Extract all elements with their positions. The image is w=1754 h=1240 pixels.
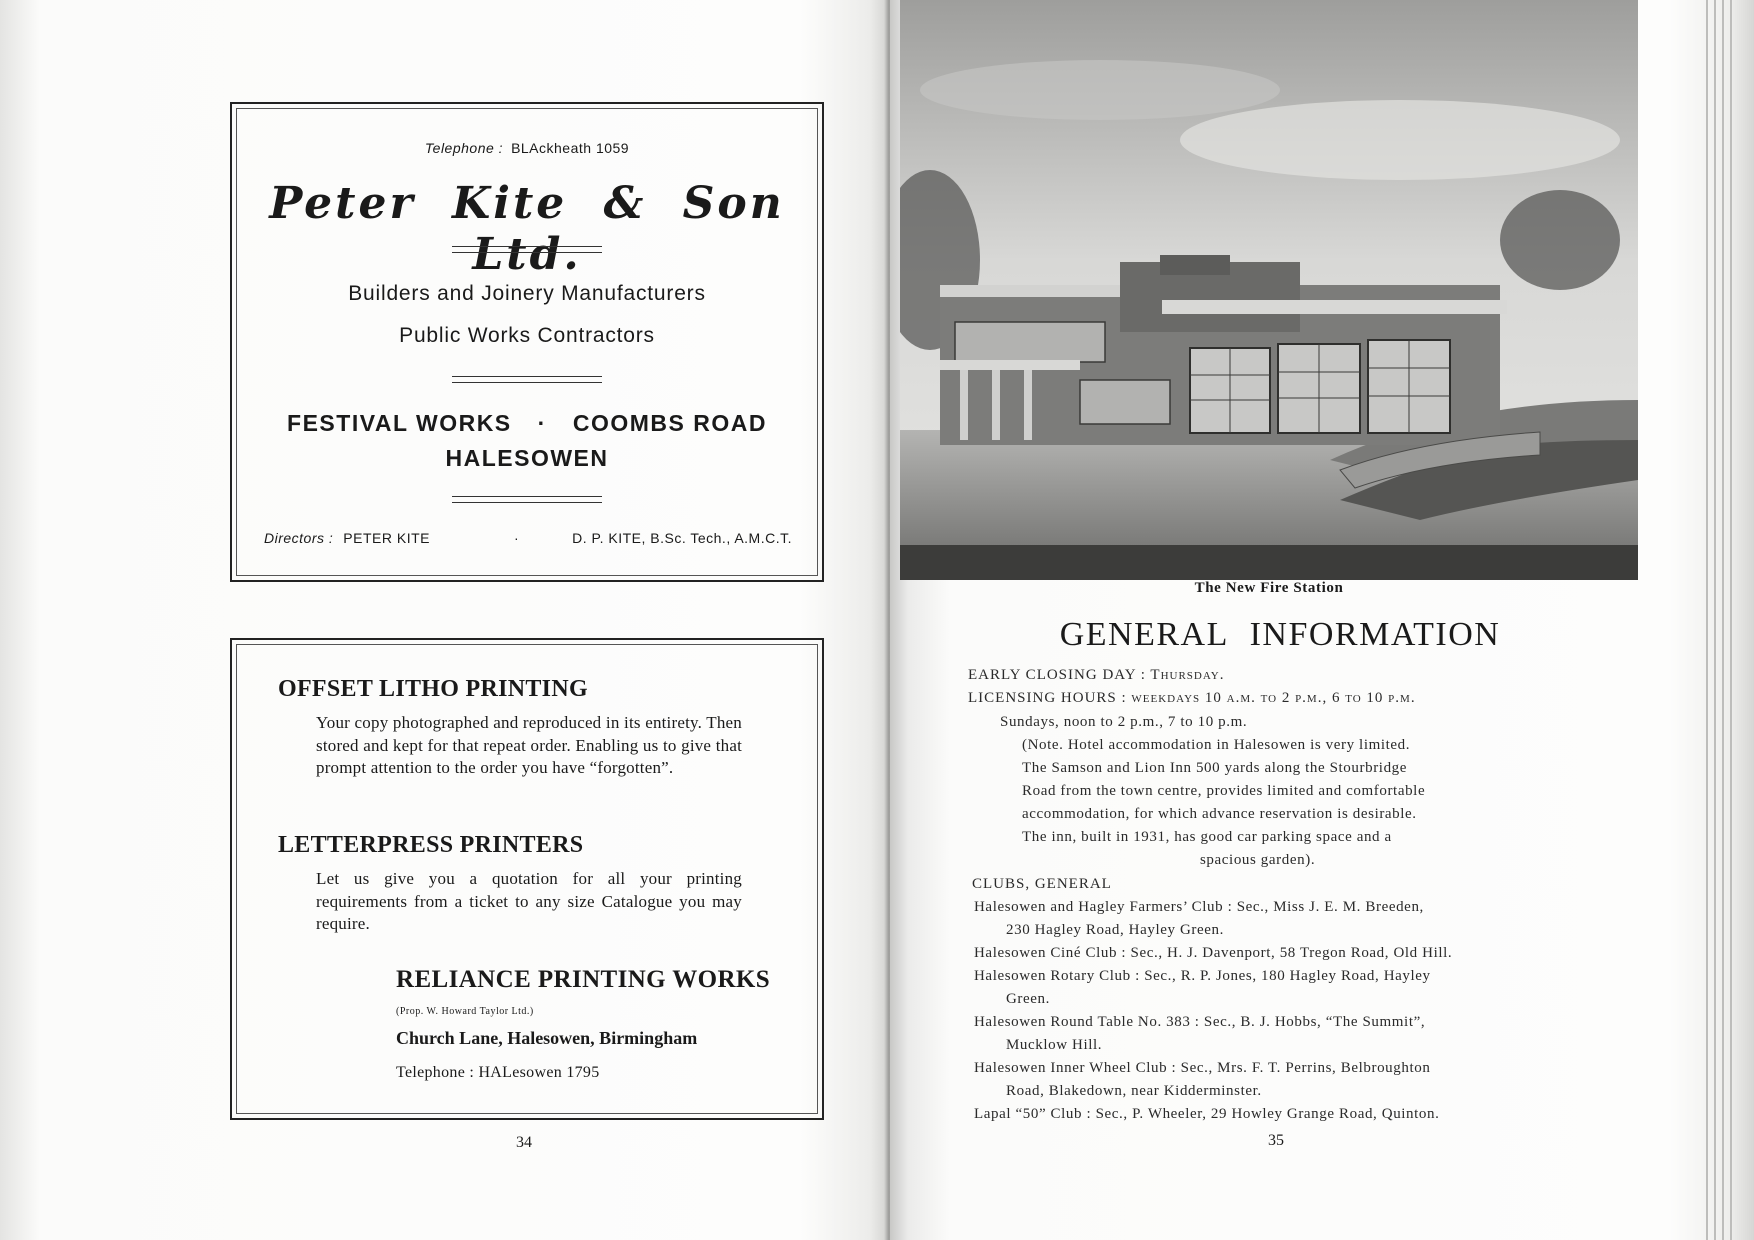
photo-caption: The New Fire Station — [1194, 580, 1344, 596]
kite-telephone — [232, 140, 822, 156]
info-line: LICENSING HOURS : weekdays 10 a.m. to 2 p.m., 6 to 10 p.m. — [968, 690, 1416, 706]
info-line: Halesowen and Hagley Farmers’ Club : Sec., Miss J. E. M. Breeden, — [974, 899, 1424, 915]
letterpress-body: Let us give you a quotation for all your printing requirements from a ticket to any size Catalogue you may require. — [316, 869, 742, 933]
info-line: Mucklow Hill. — [1006, 1037, 1103, 1053]
page-number-left: 34 — [516, 1134, 532, 1151]
fire-station-image — [900, 0, 1638, 580]
info-line: Halesowen Ciné Club : Sec., H. J. Davenport, 58 Tregon Road, Old Hill. — [974, 945, 1453, 961]
kite-directors-separator: · — [514, 530, 520, 546]
info-line: Halesowen Inner Wheel Club : Sec., Mrs. F. T. Perrins, Belbroughton — [974, 1060, 1431, 1076]
kite-directors — [264, 530, 792, 546]
kite-address — [232, 406, 822, 476]
general-information-title: GENERAL INFORMATION — [1059, 616, 1501, 653]
kite-address-town: HALESOWEN — [445, 445, 609, 471]
info-line: Road from the town centre, provides limited and comfortable — [1022, 783, 1426, 799]
reliance-proprietor: (Prop. W. Howard Taylor Ltd.) — [396, 1006, 534, 1017]
info-line: Lapal “50” Club : Sec., P. Wheeler, 29 Howley Grange Road, Quinton. — [974, 1106, 1440, 1122]
offset-litho-heading: OFFSET LITHO PRINTING — [278, 676, 588, 702]
offset-litho-body: Your copy photographed and reproduced in its entirety. Then stored and kept for that repeat order. Enabling us to give that prompt attention to the order you have “forgotten”. — [316, 713, 742, 777]
kite-telephone-label: Telephone : — [424, 140, 504, 156]
kite-trade-line-2: Public Works Contractors — [399, 324, 655, 347]
kite-address-road: COOMBS ROAD — [572, 410, 767, 436]
info-line: The Samson and Lion Inn 500 yards along the Stourbridge — [1022, 760, 1408, 776]
info-line: 230 Hagley Road, Hayley Green. — [1006, 922, 1224, 938]
reliance-address: Church Lane, Halesowen, Birmingham — [396, 1028, 698, 1048]
double-rule-divider — [452, 496, 602, 503]
info-line: EARLY CLOSING DAY : Thursday. — [968, 667, 1225, 683]
kite-directors-label: Directors : — [264, 530, 334, 546]
kite-telephone-number: BLAckheath 1059 — [511, 140, 630, 156]
page-edges — [1700, 0, 1754, 1240]
reliance-printing-advert — [230, 638, 824, 1120]
kite-address-separator: · — [537, 410, 547, 436]
info-line: Green. — [1006, 991, 1050, 1007]
fire-station-photo — [900, 0, 1638, 580]
page-number-right: 35 — [1268, 1132, 1284, 1149]
info-line: accommodation, for which advance reservation is desirable. — [1022, 806, 1417, 822]
reliance-telephone: Telephone : HALesowen 1795 — [396, 1064, 600, 1081]
info-line: The inn, built in 1931, has good car parking space and a — [1022, 829, 1392, 845]
kite-trade-line-1: Builders and Joinery Manufacturers — [348, 282, 706, 305]
info-line: (Note. Hotel accommodation in Halesowen is very limited. — [1022, 737, 1411, 753]
info-line: CLUBS, GENERAL — [972, 876, 1112, 892]
reliance-company-name: RELIANCE PRINTING WORKS — [396, 966, 771, 993]
info-line: spacious garden). — [1200, 852, 1316, 868]
kite-address-works: FESTIVAL WORKS — [287, 410, 512, 436]
kite-director-1: PETER KITE — [343, 530, 430, 546]
letterpress-heading: LETTERPRESS PRINTERS — [278, 832, 584, 858]
info-line: Halesowen Round Table No. 383 : Sec., B. J. Hobbs, “The Summit”, — [974, 1014, 1426, 1030]
peter-kite-advert — [230, 102, 824, 582]
double-rule-divider — [452, 246, 602, 253]
info-line: Halesowen Rotary Club : Sec., R. P. Jones, 180 Hagley Road, Hayley — [974, 968, 1431, 984]
info-line: Road, Blakedown, near Kidderminster. — [1006, 1083, 1262, 1099]
info-line: Sundays, noon to 2 p.m., 7 to 10 p.m. — [1000, 714, 1248, 730]
kite-company-name: Peter Kite & Son Ltd. — [269, 178, 785, 280]
kite-director-2: D. P. KITE, B.Sc. Tech., A.M.C.T. — [572, 530, 792, 546]
double-rule-divider — [452, 376, 602, 383]
